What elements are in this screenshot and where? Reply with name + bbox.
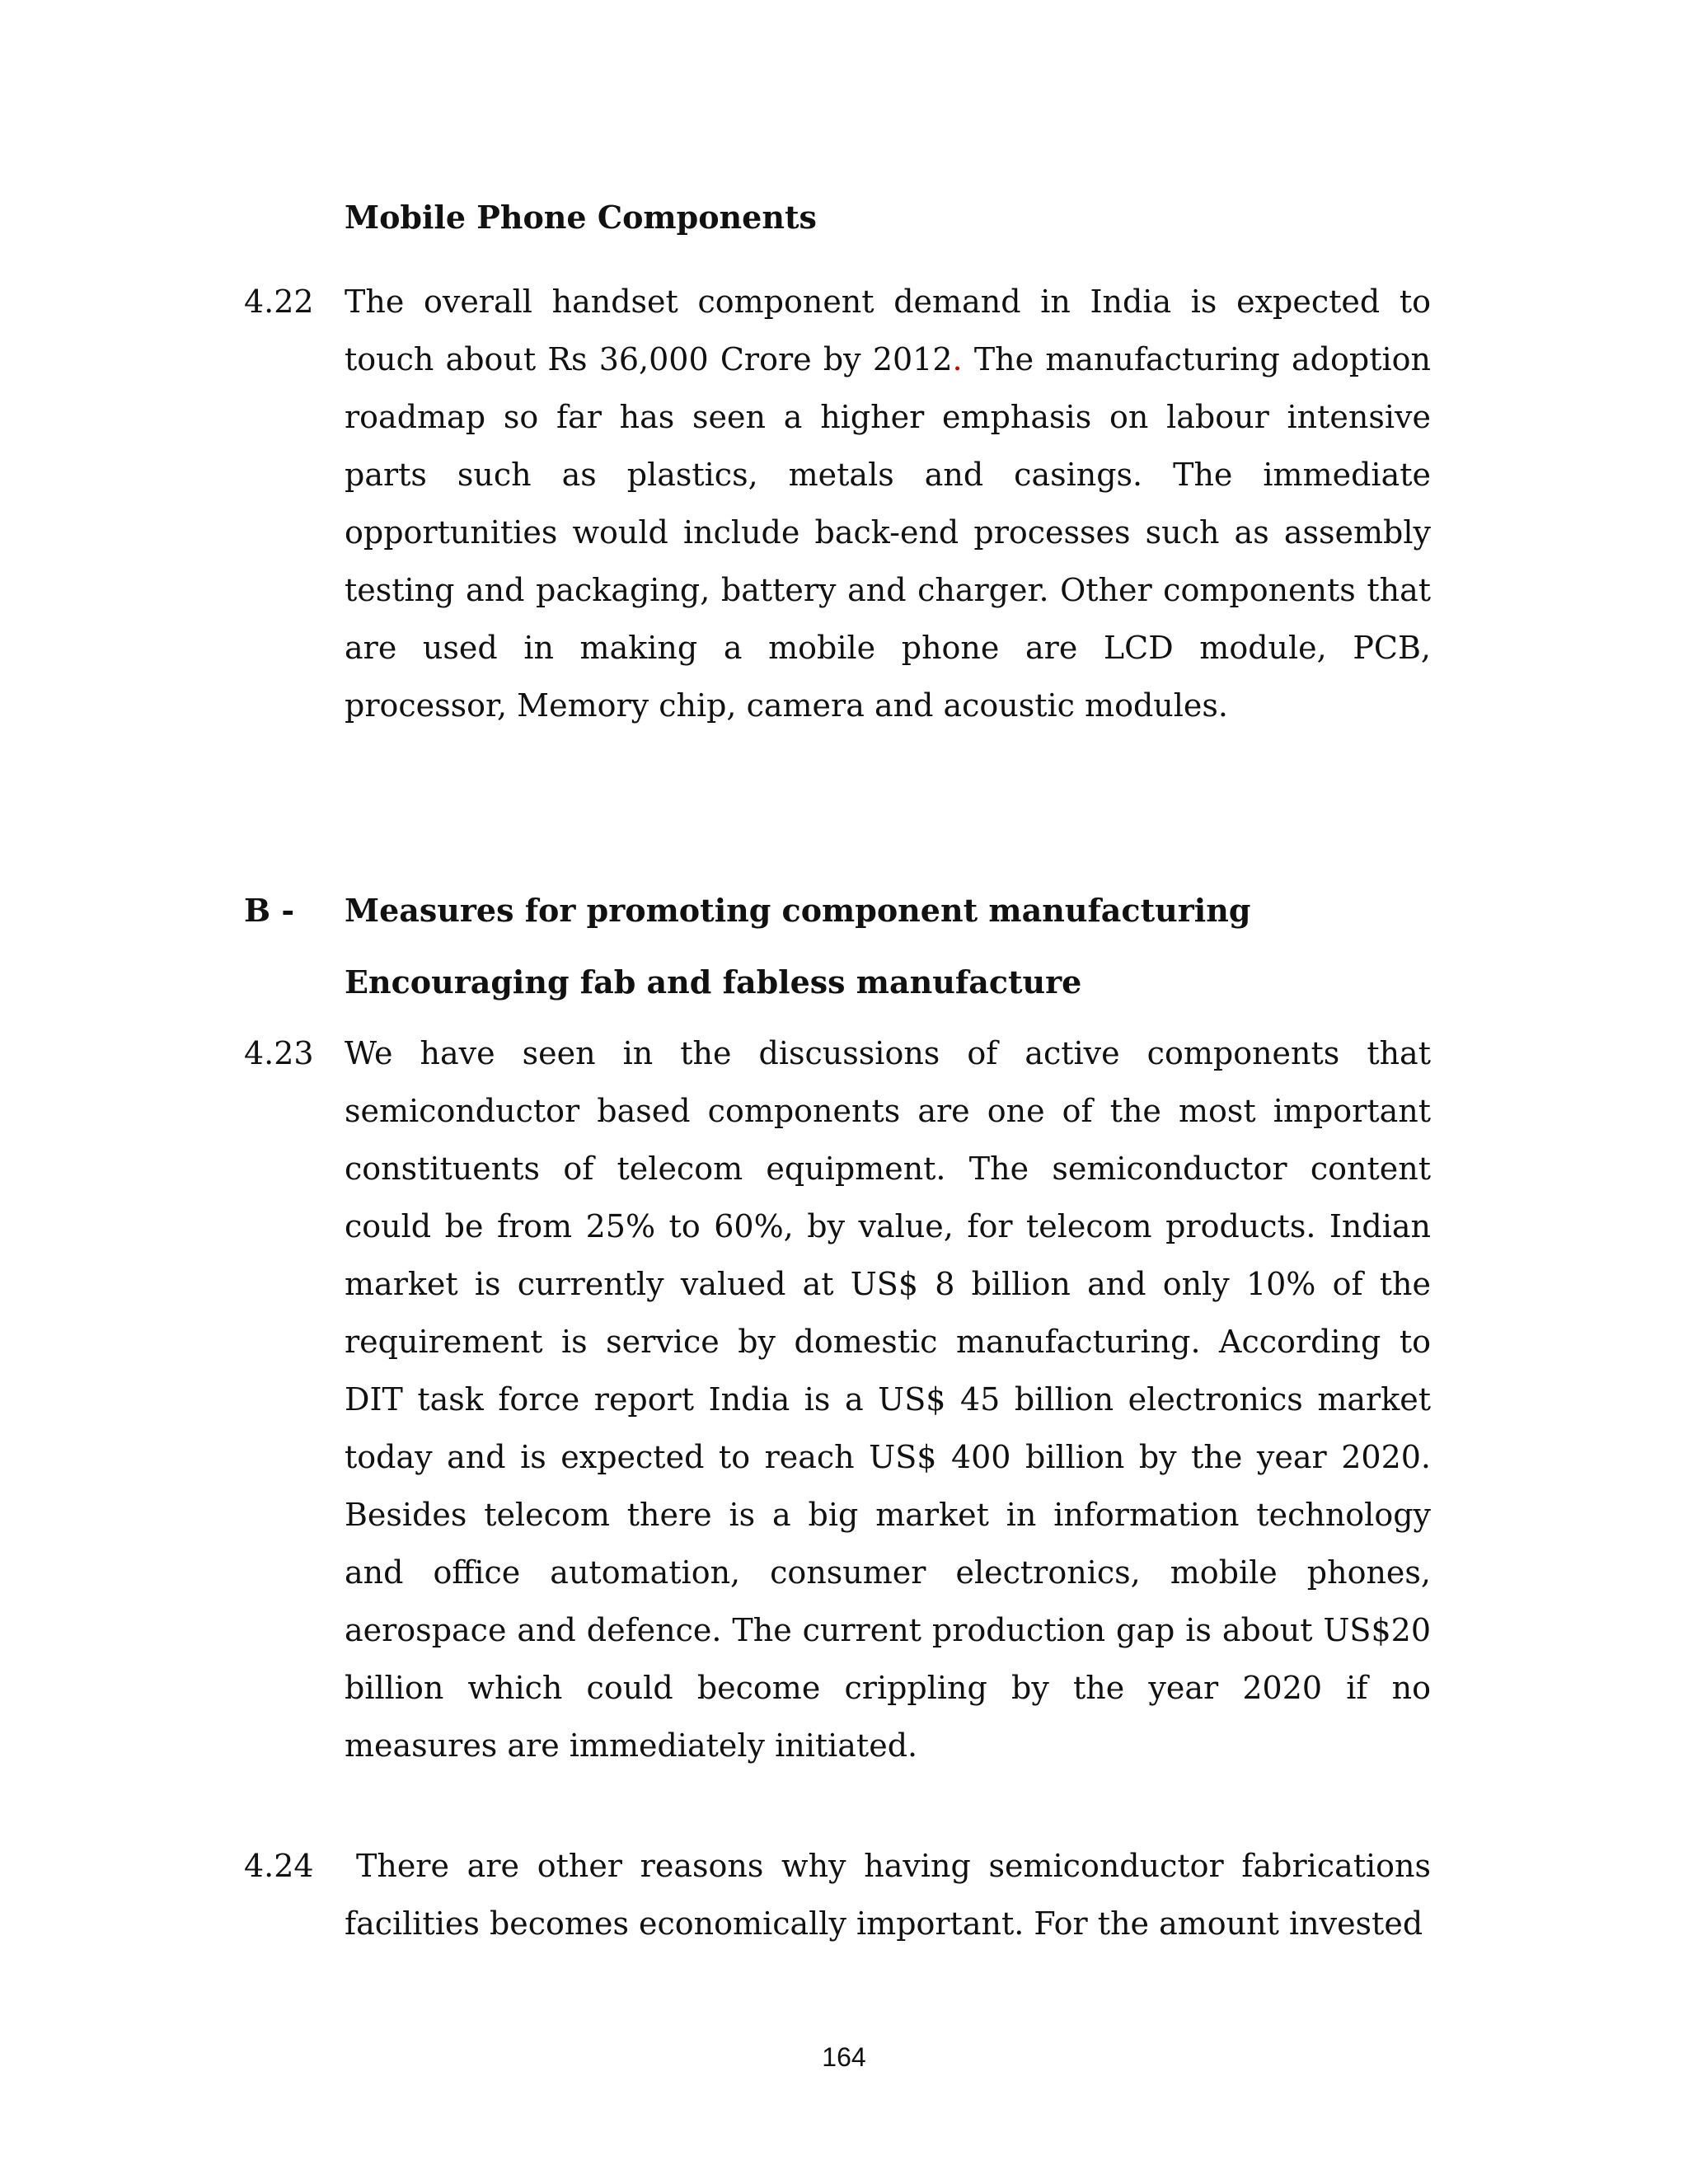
paragraph-4-23: We have seen in the discussions of active components that semiconductor based components are one of the most important constituents of telecom equipment. The semiconductor content could be from 25% to 60%, by value, for telecom products. Indian market is currently valued at US$ 8 billion and only 10% of the requirement is service by domestic manufacturing. According to DIT task force report India is a US$ 45 billion electronics market today and is expected to reach US$ 400 billion by the year 2020. Besides telecom there is a big market in information technology and office automation, consumer electronics, mobile phones, aerospace and defence. The current production gap is about US$20 billion which could become crippling by the year 2020 if no measures are immediately initiated. <box>345 1035 1431 1764</box>
paragraph-4-22-text-part2: The manufacturing adoption roadmap so far has seen a higher emphasis on labour intensive parts such as plastics, metals and casings. The immediate opportunities would include back-end processes such as assembly testing and packaging, battery and charger. Other components that are used in making a mobile phone are LCD module, PCB, processor, Memory chip, camera and acoustic modules. <box>345 341 1431 724</box>
paragraph-number-4-22: 4.22 <box>244 284 314 320</box>
paragraph-number-4-24: 4.24 <box>244 1848 314 1884</box>
section-b-letter: B - <box>244 892 295 929</box>
paragraph-4-22-red-period: . <box>952 341 963 377</box>
section-b-title: Measures for promoting component manufacturing <box>345 892 1251 929</box>
paragraph-4-22 <box>345 273 1431 734</box>
heading-mobile-phone-components: Mobile Phone Components <box>345 199 817 236</box>
page-number: 164 <box>822 2042 866 2072</box>
paragraph-number-4-23: 4.23 <box>244 1035 314 1071</box>
heading-encouraging-fab: Encouraging fab and fabless manufacture <box>345 963 1082 1001</box>
paragraph-4-24: There are other reasons why having semiconductor fabrications facilities becomes economically important. For the amount invested <box>345 1848 1431 1942</box>
paragraph-4-22-text-part1: The overall handset component demand in India is expected to touch about Rs 36,000 Crore by 2012 <box>345 284 1431 377</box>
